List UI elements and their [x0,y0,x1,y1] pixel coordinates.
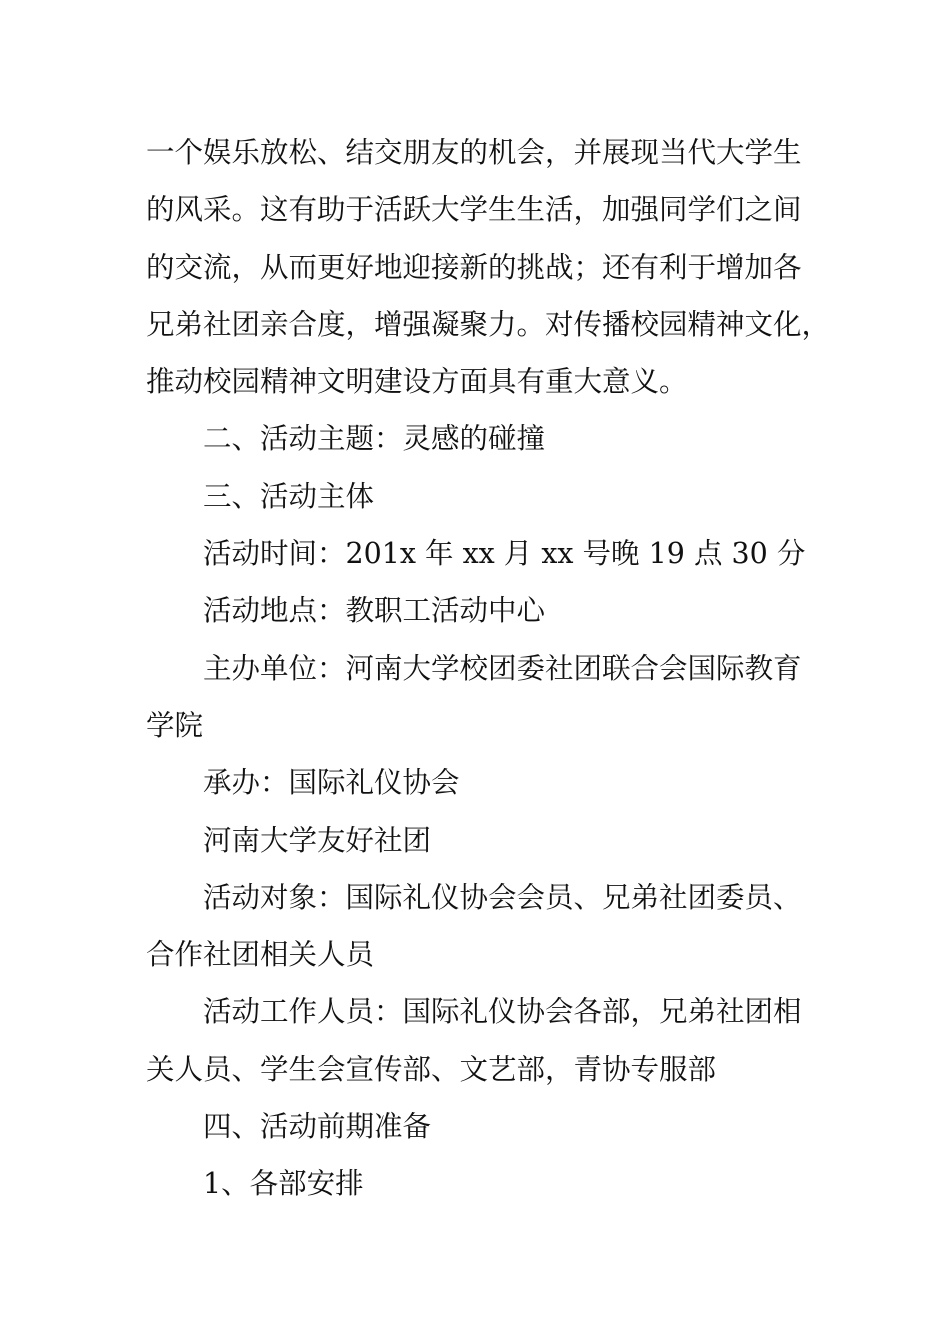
paragraph-line: 推动校园精神文明建设方面具有重大意义。 [146,365,688,399]
organizer-continued: 学院 [146,708,204,742]
organizer: 主办单位：河南大学校团委社团联合会国际教育 [203,651,802,685]
activity-time: 活动时间：201x 年 xx 月 xx 号晚 19 点 30 分 [203,537,806,571]
document-body [146,124,846,1213]
activity-location: 活动地点：教职工活动中心 [203,594,546,628]
co-organizer-second: 河南大学友好社团 [203,823,432,857]
paragraph-line: 的交流，从而更好地迎接新的挑战；还有利于增加各 [146,250,802,284]
target-audience-continued: 合作社团相关人员 [146,938,375,972]
staff: 活动工作人员：国际礼仪协会各部，兄弟社团相 [203,995,802,1029]
paragraph-line: 的风采。这有助于活跃大学生生活，加强同学们之间 [146,193,802,227]
target-audience: 活动对象：国际礼仪协会会员、兄弟社团委员、 [203,880,802,914]
section-heading-preparation: 四、活动前期准备 [203,1110,432,1144]
subsection-department-arrangement: 1、各部安排 [203,1167,364,1201]
staff-continued: 关人员、学生会宣传部、文艺部，青协专服部 [146,1052,717,1086]
paragraph-line: 一个娱乐放松、结交朋友的机会，并展现当代大学生 [146,136,802,169]
paragraph-line: 兄弟社团亲合度，增强凝聚力。对传播校园精神文化， [146,307,831,341]
section-heading-theme: 二、活动主题：灵感的碰撞 [203,422,546,456]
section-heading-subject: 三、活动主体 [203,479,375,513]
co-organizer: 承办：国际礼仪协会 [203,766,460,800]
